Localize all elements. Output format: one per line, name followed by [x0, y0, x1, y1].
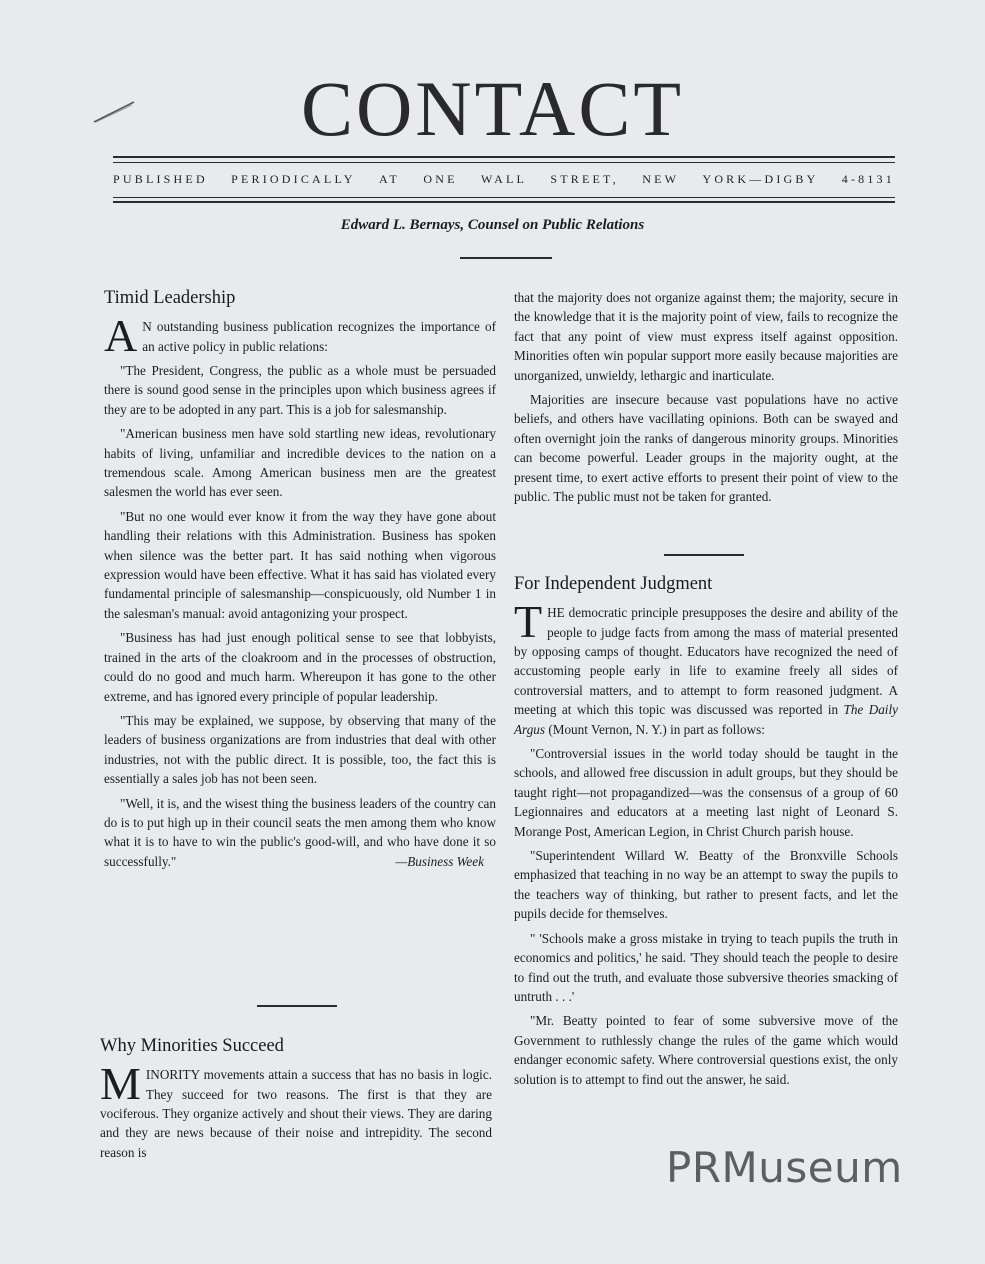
publine-word: STREET,: [550, 172, 619, 186]
publine-phone: 4-8131: [841, 172, 895, 186]
divider: [113, 197, 895, 198]
article-paragraph: " 'Schools make a gross mistake in trying to teach pupils the truth in economics and politics,' he said. 'They should teach the people to desire to find out the truth, and evaluate those subversive theories smacking of untruth . . .': [514, 930, 898, 1004]
publine-word: PERIODICALLY: [231, 172, 356, 186]
article-paragraph: "This may be explained, we suppose, by observing that many of the leaders of business organizations are from industries that deal with other industries, not with the public direct. It is possible, too, the fact this is essentially a sales job has not been seen.: [104, 712, 496, 787]
attribution: —Business Week: [395, 853, 484, 869]
article-paragraph: "American business men have sold startling new ideas, revolutionary habits of living, unfamiliar and incredible devices to the nation on a tremendous scale. Among American business men are the greatest salesmen the world has ever seen.: [104, 426, 496, 500]
article-heading: Timid Leadership: [104, 288, 236, 308]
drop-cap: M: [100, 1058, 141, 1110]
article-paragraph: "The President, Congress, the public as a whole must be persuaded there is sound good sense in the principles upon which business agrees if they are to be adopted in any part. This is a job for salesmanship.: [104, 363, 496, 417]
paragraph-text: N outstanding business publication recognizes the importance of an active policy in public relations:: [142, 319, 496, 354]
publine-word: AT: [378, 172, 401, 186]
divider: [113, 162, 895, 163]
article-paragraph: "But no one would ever know it from the way they have gone about handling their relations with this Administration. Business has spoken when silence was the better part. It has said nothing when vigorous expression would have been effective. What it has said has violated every fundamental principle of salesmanship—conspicuously, old Number 1 in the salesman's manual: avoid antagonizing your prospect.: [104, 508, 496, 621]
article-why-minorities: [100, 1035, 492, 1167]
publication-line: [113, 172, 895, 187]
article-paragraph: Majorities are insecure because vast populations have no active beliefs, and others have vacillating opinions. Both can be swayed and often overnight join the ranks of dangerous minority groups. Minorities can become powerful. Leader groups in the majority ought, at the present time, to exert active efforts to present their point of view to the public. The public must not be taken for granted.: [514, 392, 898, 505]
article-paragraph: "Superintendent Willard W. Beatty of the Bronxville Schools emphasized that teaching in no way be an attempt to sway the pupils to the teachers way of thinking, but rather to present facts, and let the pupils decide for themselves.: [514, 848, 898, 922]
article-why-minorities-continued: [514, 288, 898, 511]
section-divider: [257, 1005, 337, 1007]
section-divider: [664, 554, 744, 556]
article-paragraph: [104, 310, 496, 362]
publication-name: The Daily Argus: [514, 702, 898, 737]
paragraph-text: "Well, it is, and the wisest thing the business leaders of the country can do is to put high up in their council seats the men among them who know what it is to have to win the public's good-will, and who have done it so successfully.": [104, 795, 496, 869]
section-divider: [460, 257, 552, 259]
article-paragraph: that the majority does not organize against them; the majority, secure in the knowledge that it is the majority point of view, fails to recognize the fact that any point of view must express itself against opposition. Minorities often win popular support more easily because majorities are unorganized, unwieldy, lethargic and inarticulate.: [514, 290, 898, 383]
article-paragraph: "Controversial issues in the world today should be taught in the schools, and allowed free discussion in adult groups, but they should be taught right—not propagandized—was the consensus of a group of 60 Legionnaires and educators at a meeting last night of Leonard S. Morange Post, American Legion, in Christ Church parish house.: [514, 746, 898, 839]
paragraph-text: (Mount Vernon, N. Y.) in part as follows:: [545, 721, 765, 737]
article-heading: For Independent Judgment: [514, 574, 713, 594]
paragraph-text: INORITY movements attain a success that has no basis in logic. They succeed for two reasons. The first is that they are vociferous. They organize actively and shout their views. They are daring and they are news because of their noise and intrepidity. The second reason is: [100, 1067, 492, 1160]
publine-word: YORK—DIGBY: [702, 172, 819, 186]
article-heading: Why Minorities Succeed: [100, 1036, 284, 1056]
masthead-title: CONTACT: [300, 65, 685, 152]
article-paragraph: [514, 596, 898, 739]
paragraph-text: HE democratic principle presupposes the desire and ability of the people to judge facts from among the mass of material presented by opposing camps of thought. Educators have recognized the need of accustoming people early in life to examine freely all sides of controversial matters, and to attempt to form reasoned judgment. A meeting at which this topic was discussed was reported in: [514, 605, 898, 718]
watermark-logo: PRMuseum: [666, 1143, 903, 1192]
byline: Edward L. Bernays, Counsel on Public Relations: [340, 217, 645, 233]
drop-cap: T: [514, 596, 543, 648]
article-independent-judgment: [514, 573, 898, 1094]
article-timid-leadership: [104, 287, 496, 876]
article-paragraph: "Mr. Beatty pointed to fear of some subversive move of the Government to ruthlessly change the rules of the game which would endanger economic safety. Where controversial questions exist, the only solution is to attempt to find out the answer, he said.: [514, 1013, 898, 1087]
publine-word: WALL: [480, 172, 528, 186]
divider: [113, 201, 895, 203]
publine-word: ONE: [423, 172, 458, 186]
divider: [113, 156, 895, 158]
article-paragraph: "Business has had just enough political sense to see that lobbyists, trained in the arts of the cloakroom and in the processes of obstruction, could do no good and much harm. Whereupon it has gone to the other extreme, and has ignored every principle of popular leadership.: [104, 630, 496, 704]
article-paragraph: [100, 1058, 492, 1162]
publine-word: PUBLISHED: [113, 172, 208, 186]
drop-cap: A: [104, 310, 138, 362]
publine-word: NEW: [642, 172, 680, 186]
article-paragraph: [104, 794, 496, 872]
